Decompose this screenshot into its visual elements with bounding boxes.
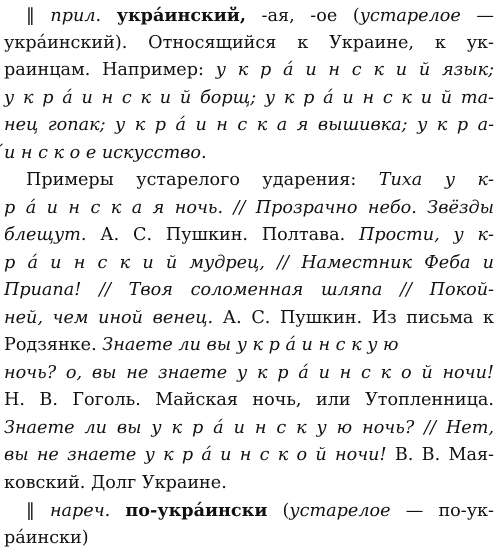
text-span: —	[461, 6, 494, 26]
text-line	[4, 250, 494, 278]
italic-text: р а́ и н с к а я	[4, 198, 164, 218]
italic-text: нареч.	[50, 501, 110, 521]
italic-text: у к р а́ и н с к и й	[4, 88, 191, 108]
text-line	[4, 112, 494, 140]
italic-text: вы не знаете	[4, 445, 145, 465]
text-span: раинцам. Например:	[4, 60, 216, 80]
text-span: А. С. Пушкин. Из письма к	[213, 308, 494, 328]
italic-text: ́и н с к о е	[4, 143, 96, 163]
text-span: (	[267, 501, 289, 521]
italic-text: устарелое	[360, 6, 461, 26]
text-span: ‖	[26, 501, 50, 521]
text-span: Н. В. Гоголь. Майская ночь, или Утопленница.	[4, 390, 494, 410]
italic-text: мудрец, // Наместник Феба и	[177, 253, 494, 273]
italic-text: вышивка;	[308, 115, 417, 135]
text-line	[4, 387, 494, 415]
text-span: ‖	[26, 6, 50, 26]
text-span: ковский. Долг Украине.	[4, 473, 227, 493]
italic-text: ночи!	[433, 363, 494, 383]
italic-text: прил.	[50, 6, 101, 26]
text-line	[4, 497, 494, 525]
italic-text: у к р а́ и н с к о й	[145, 445, 327, 465]
italic-text: та-	[452, 88, 494, 108]
italic-text: р а́ и н с к и й	[4, 253, 177, 273]
italic-text: у к р а́ и н с к у ю	[151, 418, 352, 438]
text-span: А. С. Пушкин. Полтава.	[86, 225, 359, 245]
text-span: -ая, -ое (	[246, 6, 360, 26]
text-line	[4, 222, 494, 250]
text-line	[4, 415, 494, 443]
italic-text: язык;	[430, 60, 494, 80]
text-line	[4, 30, 494, 58]
italic-text: устарелое	[289, 501, 390, 521]
headword: укра́инский,	[117, 5, 246, 26]
text-span: ра́ински)	[4, 528, 89, 548]
text-span: Примеры устарелого ударения:	[26, 170, 379, 190]
dictionary-entry	[4, 2, 494, 552]
italic-text: искусство.	[96, 143, 206, 163]
italic-text: Прости,	[359, 225, 454, 245]
headword: по-укра́ински	[125, 500, 267, 521]
text-line	[4, 360, 494, 388]
italic-text: ночи!	[327, 445, 387, 465]
italic-text: борщ;	[191, 88, 265, 108]
text-span: В. В. Мая-	[387, 445, 494, 465]
italic-text: ночь. // Прозрачно небо. Звёзды	[164, 198, 494, 218]
italic-text: Знаете ли вы	[4, 418, 151, 438]
italic-text: ней, чем иной венец.	[4, 308, 213, 328]
text-line	[4, 140, 494, 168]
text-line	[4, 525, 494, 552]
text-line	[4, 277, 494, 305]
text-span: — по-ук-	[391, 501, 494, 521]
text-span: укра́инский). Относящийся к Украине, к ук-	[4, 33, 494, 53]
italic-text: Приапа! // Твоя соломенная шляпа // Покой-	[4, 280, 494, 300]
text-line	[4, 195, 494, 223]
text-line	[4, 442, 494, 470]
italic-text: у к р а́ и н с к у ю	[237, 335, 399, 355]
italic-text: блещут.	[4, 225, 86, 245]
italic-text: ночь? // Нет,	[352, 418, 494, 438]
text-line	[4, 2, 494, 30]
text-line	[4, 85, 494, 113]
italic-text: ночь? о, вы не знаете	[4, 363, 237, 383]
italic-text: у к р а́ и н с к о й	[237, 363, 433, 383]
text-line	[4, 332, 494, 360]
text-span: Родзянке.	[4, 335, 102, 355]
italic-text: у к р а́ и н с к и й	[216, 60, 431, 80]
text-span	[101, 6, 117, 26]
italic-text: нец гопак;	[4, 115, 115, 135]
italic-text: Знаете ли вы	[102, 335, 236, 355]
text-line	[4, 167, 494, 195]
italic-text: у к р а́ и н с к и й	[265, 88, 452, 108]
italic-text: у к р а́ и н с к а я	[115, 115, 308, 135]
text-line	[4, 305, 494, 333]
italic-text: у к-	[445, 170, 494, 190]
text-line	[4, 57, 494, 85]
italic-text: Тиха	[379, 170, 445, 190]
text-line	[4, 470, 494, 498]
italic-text: у к р а-	[417, 115, 494, 135]
italic-text: у к-	[454, 225, 495, 245]
text-span	[110, 501, 125, 521]
